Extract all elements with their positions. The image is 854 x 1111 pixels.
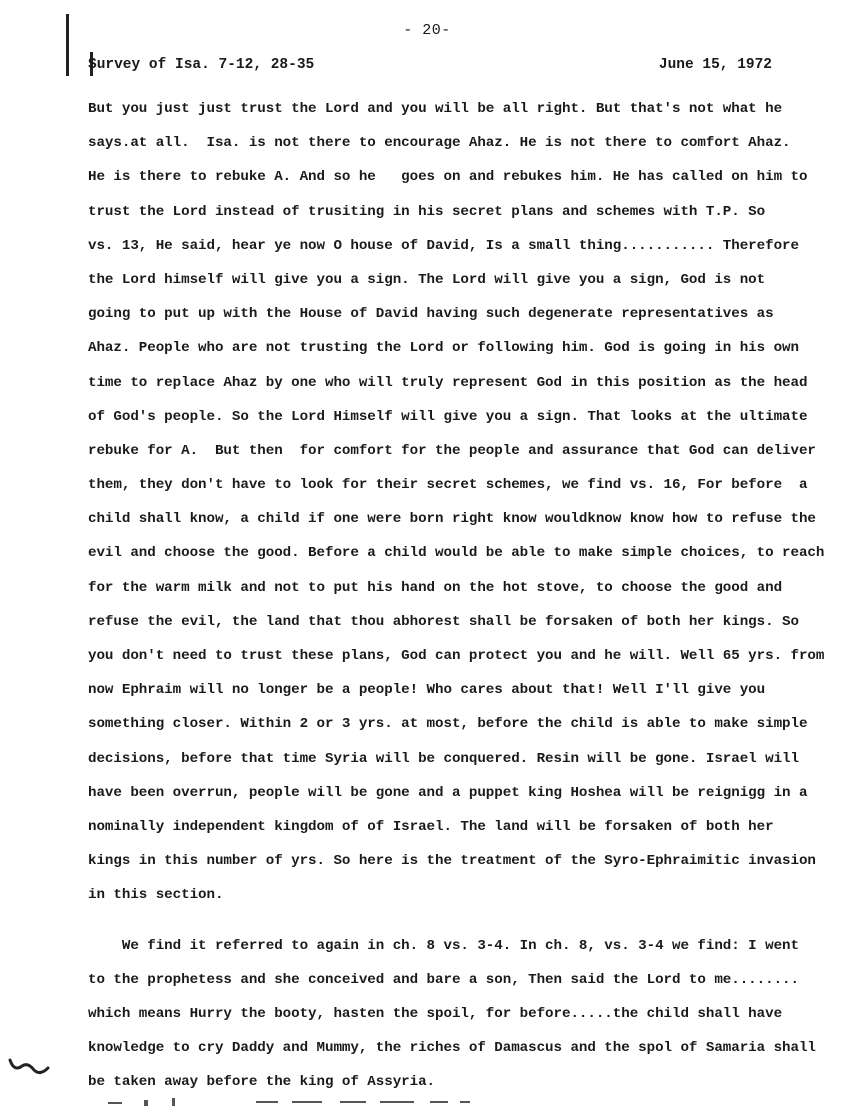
paragraph-1 [88,92,828,913]
text-line: knowledge to cry Daddy and Mummy, the riches of Damascus and the spol of Samaria shall [88,1040,816,1057]
text-line: to the prophetess and she conceived and bare a son, Then said the Lord to me........ [88,971,799,988]
text-line: Ahaz. People who are not trusting the Lord or following him. God is going in his own [88,340,799,357]
text-line: going to put up with the House of David having such degenerate representatives as [88,306,774,323]
text-line: refuse the evil, the land that thou abhorest shall be forsaken of both her kings. So [88,613,799,630]
text-line: now Ephraim will no longer be a people! Who cares about that! Well I'll give you [88,682,766,699]
document-title: Survey of Isa. 7-12, 28-35 [88,57,315,73]
text-line: trust the Lord instead of trusiting in his secret plans and schemes with T.P. So [88,203,766,220]
text-line: time to replace Ahaz by one who will truly represent God in this position as the head [88,374,808,391]
text-line: them, they don't have to look for their secret schemes, we find vs. 16, For before a [88,477,808,494]
text-line: says.at all. Isa. is not there to encourage Ahaz. He is not there to comfort Ahaz. [88,135,791,152]
text-line: which means Hurry the booty, hasten the spoil, for before.....the child shall have [88,1005,783,1022]
document-header [88,57,772,73]
document-body [88,92,828,1099]
margin-scribble [8,1054,52,1078]
text-line: But you just just trust the Lord and you will be all right. But that's not what he [88,101,783,117]
text-line: have been overrun, people will be gone and a puppet king Hoshea will be reignigg in a [88,784,808,801]
text-line: in this section. [88,887,224,904]
text-line: rebuke for A. But then for comfort for the people and assurance that God can deliver [88,442,816,459]
text-line: vs. 13, He said, hear ye now O house of David, Is a small thing........... Therefore [88,237,799,254]
text-line: kings in this number of yrs. So here is the treatment of the Syro-Ephraimitic invasion [88,853,816,870]
text-line: of God's people. So the Lord Himself will give you a sign. That looks at the ultimate [88,408,808,425]
text-line: the Lord himself will give you a sign. The Lord will give you a sign, God is not [88,271,766,288]
text-line: something closer. Within 2 or 3 yrs. at most, before the child is able to make simple [88,716,808,733]
text-line: decisions, before that time Syria will be conquered. Resin will be gone. Israel will [88,750,799,767]
text-line: nominally independent kingdom of of Israel. The land will be forsaken of both her [88,818,774,835]
text-line: for the warm milk and not to put his hand on the hot stove, to choose the good and [88,579,783,596]
text-line: We find it referred to again in ch. 8 vs. 3-4. In ch. 8, vs. 3-4 we find: I went [88,937,799,954]
cut-off-text-marks [108,1096,508,1108]
text-line: child shall know, a child if one were born right know wouldknow know how to refuse the [88,511,816,528]
paragraph-2 [88,929,828,1100]
text-line: be taken away before the king of Assyria. [88,1074,436,1091]
page-number: - 20- [403,22,451,39]
text-line: evil and choose the good. Before a child would be able to make simple choices, to reach [88,545,825,562]
text-line: you don't need to trust these plans, God can protect you and he will. Well 65 yrs. from [88,648,825,664]
text-line: He is there to rebuke A. And so he goes on and rebukes him. He has called on him to [88,169,808,186]
document-date: June 15, 1972 [658,57,772,73]
